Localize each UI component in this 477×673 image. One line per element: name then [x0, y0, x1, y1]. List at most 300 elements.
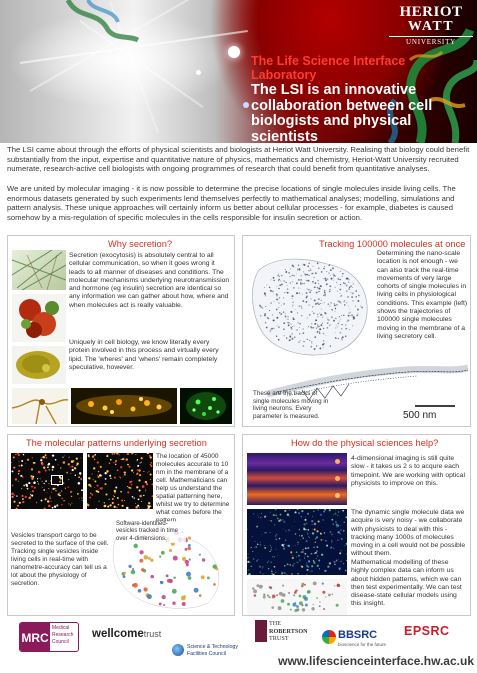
molecule-point — [123, 476, 124, 477]
trajectory-point — [287, 316, 288, 317]
cell-image-yellow — [12, 346, 66, 384]
panel-title: Why secretion? — [108, 239, 173, 249]
trajectory-point — [302, 283, 303, 284]
trajectory-point — [313, 327, 314, 328]
noise-point — [292, 557, 294, 559]
molecule-point — [110, 478, 111, 479]
molecule-point — [118, 504, 120, 506]
trajectory-point — [306, 280, 308, 282]
molecule-point — [78, 482, 81, 485]
mrc-sub-line: Council — [52, 639, 69, 645]
molecule-point — [31, 468, 33, 470]
trajectory-point — [325, 279, 327, 281]
molecule-point — [18, 461, 19, 462]
trajectory-point — [348, 282, 349, 283]
noise-point — [285, 530, 286, 531]
noise-point — [302, 551, 304, 553]
trajectory-point — [291, 311, 293, 313]
molecule-point — [94, 459, 95, 460]
trajectory-point — [265, 306, 266, 307]
molecule-point — [145, 482, 146, 483]
molecule-point — [88, 455, 90, 457]
model-point — [282, 585, 284, 587]
trajectory-point — [308, 274, 310, 276]
panel-physical-sciences — [242, 434, 471, 616]
trajectory-point — [306, 301, 307, 302]
molecule-point — [58, 464, 59, 465]
noise-point — [248, 569, 249, 570]
model-point — [304, 584, 306, 586]
noise-point — [306, 523, 307, 524]
vesicle-point — [163, 604, 165, 606]
trajectory-point — [314, 286, 316, 288]
vesicle-point — [201, 575, 205, 579]
trajectory-point — [279, 284, 281, 286]
molecule-point — [124, 473, 125, 474]
molecule-point — [98, 471, 100, 473]
trajectory-point — [292, 305, 293, 306]
molecule-point — [18, 481, 19, 482]
noise-point — [307, 547, 309, 549]
noise-point — [275, 509, 277, 510]
noise-point — [317, 546, 319, 548]
molecule-point — [114, 496, 115, 497]
noise-point — [289, 516, 290, 517]
trajectory-point — [335, 308, 336, 309]
model-point — [296, 605, 299, 608]
trajectory-point — [327, 322, 329, 324]
noise-point — [247, 561, 249, 563]
model-point — [313, 604, 314, 605]
trajectory-point — [288, 324, 290, 326]
trajectory-point — [264, 287, 265, 288]
trajectory-point — [314, 348, 316, 350]
model-point — [272, 597, 274, 599]
molecule-point — [124, 500, 125, 501]
model-point — [269, 586, 272, 589]
molecule-point — [18, 473, 19, 474]
trajectory-point — [319, 332, 321, 334]
molecule-point — [23, 454, 24, 455]
trajectory-point — [309, 314, 311, 316]
trajectory-point — [290, 276, 291, 277]
molecule-point — [80, 478, 81, 479]
trajectory-point — [308, 289, 309, 290]
noise-point — [271, 569, 272, 570]
trajectory-point — [330, 324, 331, 325]
trajectory-point — [273, 277, 275, 279]
trajectory-point — [325, 279, 326, 280]
molecule-location-image-2 — [87, 453, 153, 509]
trajectory-point — [298, 341, 299, 342]
noise-point — [336, 526, 337, 527]
trajectory-point — [273, 301, 274, 302]
trajectory-point — [352, 292, 353, 293]
website-url[interactable]: www.lifescienceinterface.hw.ac.uk — [278, 654, 474, 668]
noise-point — [338, 531, 340, 533]
trajectory-point — [266, 284, 267, 285]
molecule-point — [138, 469, 141, 472]
trajectory-point — [341, 324, 342, 325]
trajectory-point — [307, 339, 308, 340]
noise-point — [264, 545, 265, 546]
vesicle-point — [147, 594, 152, 599]
mrc-subtitle — [52, 625, 73, 646]
vesicle-point — [160, 581, 162, 583]
molecule-point — [137, 460, 138, 461]
noise-point — [275, 535, 276, 536]
molecule-point — [104, 505, 107, 508]
trajectory-point — [281, 305, 282, 306]
molecule-point — [71, 503, 72, 504]
trajectory-point — [355, 290, 357, 292]
molecule-point — [11, 462, 12, 463]
logo-line-2: WATT — [407, 19, 455, 34]
vesicle-point — [185, 560, 189, 564]
noise-point — [314, 529, 316, 531]
trajectory-point — [265, 322, 266, 323]
molecule-point — [13, 501, 15, 503]
noise-point — [292, 555, 293, 556]
trajectory-point — [339, 321, 340, 322]
molecule-point — [97, 475, 98, 476]
trajectory-point — [287, 292, 289, 294]
noise-point — [333, 536, 334, 537]
noise-point — [331, 547, 332, 548]
vesicle-point — [186, 572, 191, 577]
noisy-molecule-data-image — [247, 509, 347, 575]
trajectory-point — [299, 268, 300, 269]
vesicle-point — [132, 584, 135, 587]
noise-point — [344, 522, 345, 523]
noise-point — [255, 546, 257, 548]
trajectory-point — [270, 302, 272, 304]
vesicle-point — [123, 575, 126, 578]
trajectory-point — [339, 301, 341, 303]
noise-point — [283, 521, 285, 523]
model-point — [337, 584, 340, 587]
molecule-point — [21, 488, 22, 489]
trajectory-point — [311, 327, 313, 329]
trajectory-point — [310, 269, 312, 271]
trajectory-point — [346, 284, 348, 286]
stfc-line: Science & Technology — [187, 644, 238, 650]
molecule-point — [68, 479, 69, 480]
trajectory-point — [284, 335, 285, 336]
vesicle-point — [169, 549, 172, 552]
noise-point — [301, 510, 303, 512]
noise-point — [306, 540, 308, 542]
molecule-point — [141, 462, 142, 463]
trajectory-point — [283, 322, 285, 324]
trajectory-point — [260, 306, 262, 308]
trajectory-point — [307, 289, 308, 290]
molecule-point — [45, 455, 46, 456]
trajectory-point — [320, 285, 322, 287]
noise-point — [260, 542, 261, 543]
molecule-point — [12, 470, 14, 472]
trajectory-point — [299, 323, 301, 325]
model-point — [271, 606, 274, 609]
molecule-point — [93, 467, 95, 469]
noise-point — [319, 568, 320, 569]
molecule-point — [133, 472, 134, 473]
noise-point — [298, 512, 300, 514]
molecule-point — [71, 465, 73, 467]
noise-point — [303, 528, 305, 530]
trajectory-point — [276, 295, 278, 297]
noise-point — [270, 562, 271, 563]
wellcome-wordmark: wellcome — [92, 628, 144, 640]
trajectory-point — [308, 304, 309, 305]
trajectory-point — [284, 281, 285, 282]
noise-point — [307, 533, 309, 535]
noise-point — [316, 536, 318, 538]
model-point — [293, 594, 295, 596]
trajectory-point — [300, 288, 301, 289]
trajectory-point — [318, 291, 319, 292]
molecule-point — [55, 488, 56, 489]
noise-point — [289, 510, 290, 511]
trajectory-point — [337, 300, 339, 302]
trajectory-point — [302, 300, 304, 302]
model-point — [336, 604, 339, 607]
molecule-point — [72, 469, 74, 471]
trajectory-point — [273, 280, 275, 282]
noise-point — [315, 538, 316, 539]
noise-point — [270, 532, 271, 533]
trajectory-point — [324, 292, 326, 294]
molecule-point — [53, 488, 55, 490]
trajectory-point — [264, 293, 266, 295]
trajectory-point — [285, 313, 286, 314]
panel-title: The molecular patterns underlying secretion — [26, 438, 207, 448]
molecule-point — [148, 507, 150, 509]
trajectory-point — [308, 263, 309, 264]
trajectory-point — [293, 318, 295, 320]
noise-point — [297, 542, 299, 544]
noise-point — [289, 564, 291, 566]
noise-point — [333, 523, 334, 524]
lab-name: The Life Science Interface Laboratory — [251, 54, 406, 82]
trajectory-point — [312, 311, 313, 312]
trajectory-point — [355, 296, 357, 298]
noise-point — [287, 563, 289, 565]
trajectory-point — [308, 280, 310, 282]
trajectory-point — [339, 332, 341, 334]
molecule-point — [150, 505, 151, 506]
molecule-point — [99, 489, 100, 490]
noise-point — [312, 529, 313, 530]
trajectory-point — [311, 290, 312, 291]
panel-title: How do the physical sciences help? — [291, 438, 439, 448]
vesicle-point — [173, 576, 175, 578]
model-point — [278, 606, 282, 610]
model-point — [256, 584, 259, 587]
intro-paragraph-1: The LSI came about through the efforts of physical scientists and biologists at Heriot Watt University. Realising that biology could benefit substantially from the input, expertise and quantitative nature of physics, mathematics and chemistry, Heriot-Watt University recruited numerate, research-active cell biologists with ongoing programmes of research that could benefit from quantitative analyses. — [7, 145, 470, 174]
trajectory-point — [329, 305, 330, 306]
molecule-point — [68, 486, 69, 487]
molecule-point — [48, 483, 49, 484]
trajectory-point — [285, 271, 287, 273]
noise-point — [268, 568, 269, 569]
molecule-point — [31, 486, 33, 488]
molecule-point — [92, 474, 93, 475]
trajectory-point — [295, 309, 296, 310]
noise-point — [320, 539, 322, 541]
molecule-point — [11, 493, 14, 496]
noise-point — [301, 566, 303, 568]
trajectory-point — [290, 327, 292, 329]
trajectory-point — [298, 279, 300, 281]
trajectory-point — [326, 278, 328, 280]
molecule-point — [37, 478, 38, 479]
noise-point — [260, 517, 262, 519]
trajectory-point — [330, 345, 331, 346]
trajectory-point — [318, 287, 320, 289]
tagline: The LSI is an innovative collaboration between cell biologists and physical scientists — [251, 82, 433, 143]
molecule-point — [139, 495, 141, 497]
noise-point — [247, 557, 248, 559]
noise-point — [334, 513, 336, 515]
noise-point — [284, 572, 286, 574]
trajectory-point — [356, 314, 358, 316]
trajectory-point — [324, 290, 326, 292]
molecule-point — [50, 501, 51, 502]
trajectory-point — [310, 268, 311, 269]
noise-point — [294, 521, 295, 522]
trajectory-point — [335, 311, 336, 312]
panel-title: Tracking 100000 molecules at once — [319, 239, 466, 249]
trajectory-point — [318, 283, 319, 284]
molecule-point — [15, 478, 18, 481]
trajectory-point — [304, 273, 305, 274]
trajectory-point — [317, 324, 318, 325]
molecule-point — [96, 508, 97, 509]
molecule-point — [37, 481, 38, 482]
trajectory-point — [329, 264, 331, 266]
molecule-point — [150, 479, 151, 480]
trajectory-point — [311, 273, 313, 275]
noise-point — [314, 553, 315, 554]
trajectory-point — [336, 325, 337, 326]
molecule-point — [77, 493, 79, 495]
patterns-text-2: Vesicles transport cargo to be secreted to the surface of the cell. Tracking single vesicles inside living cells in real-time with nanometre-accuracy can tell us a lot about the physiology of secretion. — [11, 532, 109, 587]
trajectory-point — [328, 319, 329, 320]
model-point — [276, 594, 278, 596]
trajectory-point — [325, 295, 326, 296]
noise-point — [274, 524, 275, 525]
noise-point — [280, 514, 282, 516]
noise-point — [274, 573, 275, 574]
trajectory-point — [322, 317, 323, 318]
vesicle-point — [162, 595, 166, 599]
trajectory-point — [309, 291, 311, 293]
noise-point — [318, 560, 320, 562]
vesicle-point — [132, 568, 134, 570]
model-point — [319, 605, 321, 607]
molecule-point — [147, 508, 148, 509]
trajectory-point — [278, 279, 280, 281]
vesicle-point — [189, 558, 191, 560]
trajectory-point — [290, 282, 291, 283]
noise-point — [282, 519, 284, 521]
noise-point — [283, 548, 285, 550]
molecule-point — [143, 495, 144, 496]
trajectory-point — [343, 282, 345, 284]
molecule-point — [112, 498, 114, 500]
trajectory-point — [323, 343, 325, 345]
trajectory-point — [278, 326, 280, 328]
trajectory-point — [313, 273, 314, 274]
noise-point — [281, 572, 283, 574]
trajectory-point — [302, 294, 303, 295]
trajectory-point — [312, 306, 314, 308]
model-point — [263, 596, 266, 599]
trajectory-point — [277, 275, 279, 277]
noise-point — [311, 520, 313, 522]
trajectory-point — [341, 338, 342, 339]
vesicle-point — [150, 575, 154, 579]
molecule-point — [12, 485, 14, 487]
noise-point — [295, 545, 296, 546]
noise-point — [331, 542, 332, 543]
molecule-point — [105, 478, 107, 480]
trajectory-point — [323, 341, 324, 342]
noise-point — [330, 531, 332, 533]
trajectory-point — [346, 278, 348, 280]
panel-tracking — [242, 235, 471, 427]
molecule-point — [149, 455, 151, 457]
trajectory-point — [273, 328, 274, 329]
noise-point — [253, 558, 255, 560]
noise-point — [317, 565, 319, 567]
noise-point — [262, 573, 263, 574]
noise-point — [274, 566, 276, 568]
molecule-point — [90, 493, 91, 494]
molecule-point — [74, 467, 76, 469]
noise-point — [307, 555, 309, 557]
molecule-point — [71, 496, 73, 498]
noise-point — [277, 518, 279, 520]
molecule-point — [27, 488, 29, 490]
noise-point — [275, 515, 277, 517]
noise-point — [295, 533, 297, 535]
trajectory-point — [293, 266, 294, 267]
trajectory-point — [278, 302, 279, 303]
molecule-point — [94, 480, 96, 482]
molecule-point — [104, 483, 106, 485]
trajectory-point — [354, 318, 355, 319]
noise-point — [343, 530, 344, 531]
molecule-point — [16, 508, 18, 509]
noise-point — [313, 560, 314, 561]
molecule-point — [52, 507, 54, 509]
noise-point — [312, 532, 314, 534]
trajectory-point — [303, 345, 305, 347]
molecule-point — [127, 453, 130, 455]
molecule-point — [145, 490, 146, 491]
model-point — [302, 583, 305, 586]
trajectory-point — [321, 271, 323, 273]
molecule-point — [114, 490, 117, 493]
noise-point — [251, 547, 252, 548]
trajectory-point — [302, 332, 304, 334]
noise-point — [341, 550, 342, 551]
neuron-image — [12, 388, 68, 424]
trajectory-point — [319, 328, 321, 330]
noise-point — [306, 574, 307, 575]
